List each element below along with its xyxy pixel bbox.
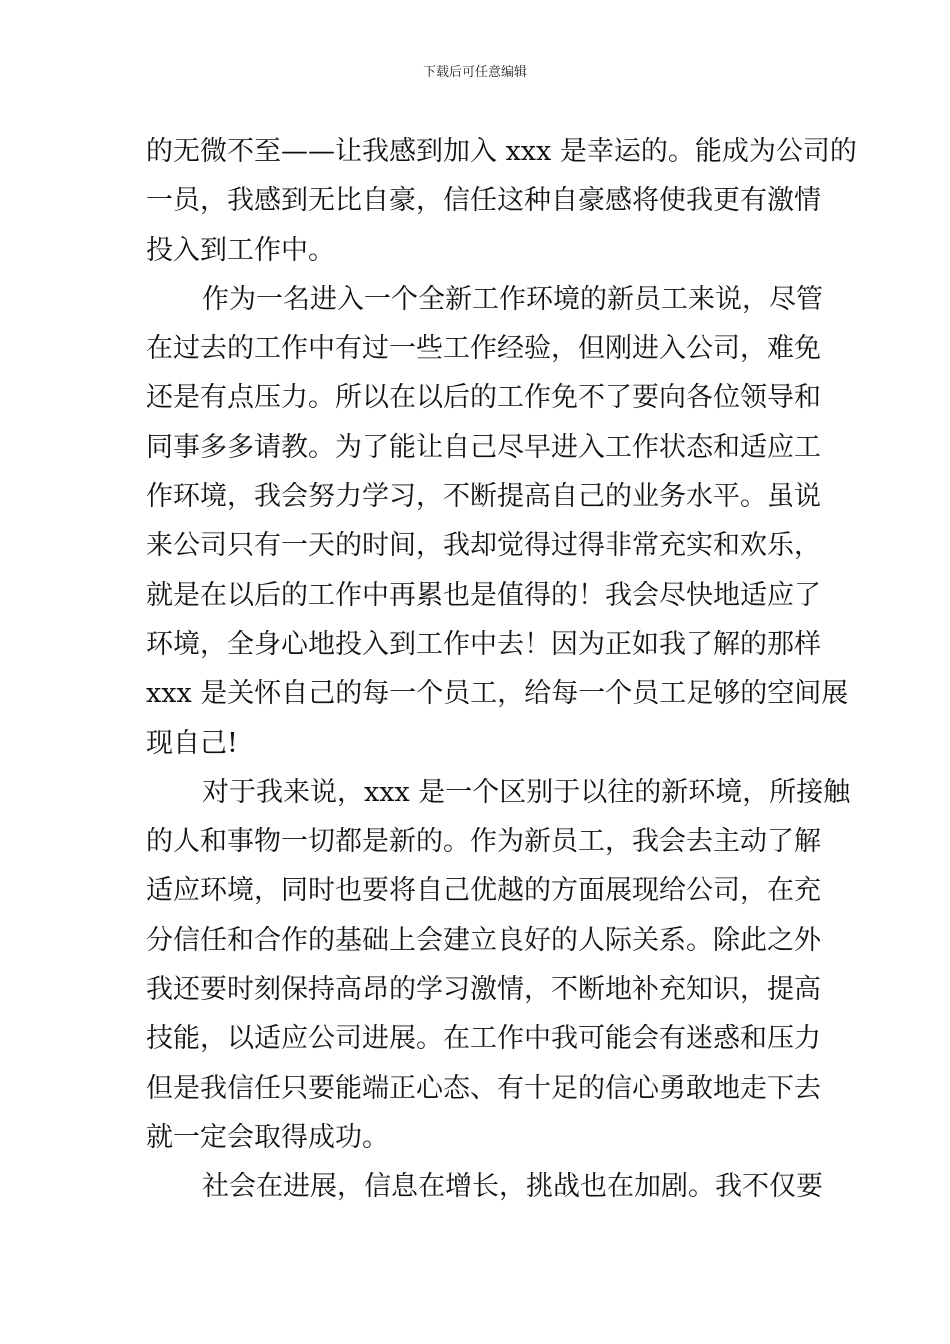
- text-line: 来公司只有一天的时间，我却觉得过得非常充实和欢乐，: [146, 530, 821, 562]
- text-line: 现自己!: [146, 727, 238, 759]
- text-line: 分信任和合作的基础上会建立良好的人际关系。除此之外: [146, 924, 821, 956]
- text-line: 作为一名进入一个全新工作环境的新员工来说，尽管: [202, 283, 823, 315]
- text-line: 投入到工作中。: [146, 234, 335, 266]
- text-line: 一员，我感到无比自豪，信任这种自豪感将使我更有激情: [146, 185, 821, 217]
- text-line: 但是我信任只要能端正心态、有十足的信心勇敢地走下去: [146, 1072, 821, 1104]
- text-line: 就一定会取得成功。: [146, 1121, 389, 1153]
- text-line: 适应环境，同时也要将自己优越的方面展现给公司，在充: [146, 875, 821, 907]
- text-line: 技能，以适应公司进展。在工作中我可能会有迷惑和压力: [146, 1023, 821, 1055]
- text-line: 社会在进展，信息在增长，挑战也在加剧。我不仅要: [202, 1171, 823, 1203]
- text-line: 作环境，我会努力学习，不断提高自己的业务水平。虽说: [146, 481, 821, 513]
- text-line: 同事多多请教。为了能让自己尽早进入工作状态和适应工: [146, 431, 821, 463]
- body-text: [146, 127, 857, 1212]
- text-line: 的无微不至——让我感到加入 xxx 是幸运的。能成为公司的: [146, 136, 857, 167]
- text-line: xxx 是关怀自己的每一个员工，给每一个员工足够的空间展: [146, 678, 849, 710]
- text-line: 就是在以后的工作中再累也是值得的！我会尽快地适应了: [146, 579, 821, 611]
- text-line: 我还要时刻保持高昂的学习激情，不断地补充知识，提高: [146, 974, 821, 1006]
- text-line: 的人和事物一切都是新的。作为新员工，我会去主动了解: [146, 826, 821, 858]
- text-line: 对于我来说，xxx 是一个区别于以往的新环境，所接触: [202, 776, 851, 808]
- text-line: 在过去的工作中有过一些工作经验，但刚进入公司，难免: [146, 333, 821, 365]
- page-header: 下载后可任意编辑: [422, 65, 527, 80]
- text-line: 环境，全身心地投入到工作中去！因为正如我了解的那样: [146, 628, 821, 660]
- text-line: 还是有点压力。所以在以后的工作免不了要向各位领导和: [146, 382, 821, 414]
